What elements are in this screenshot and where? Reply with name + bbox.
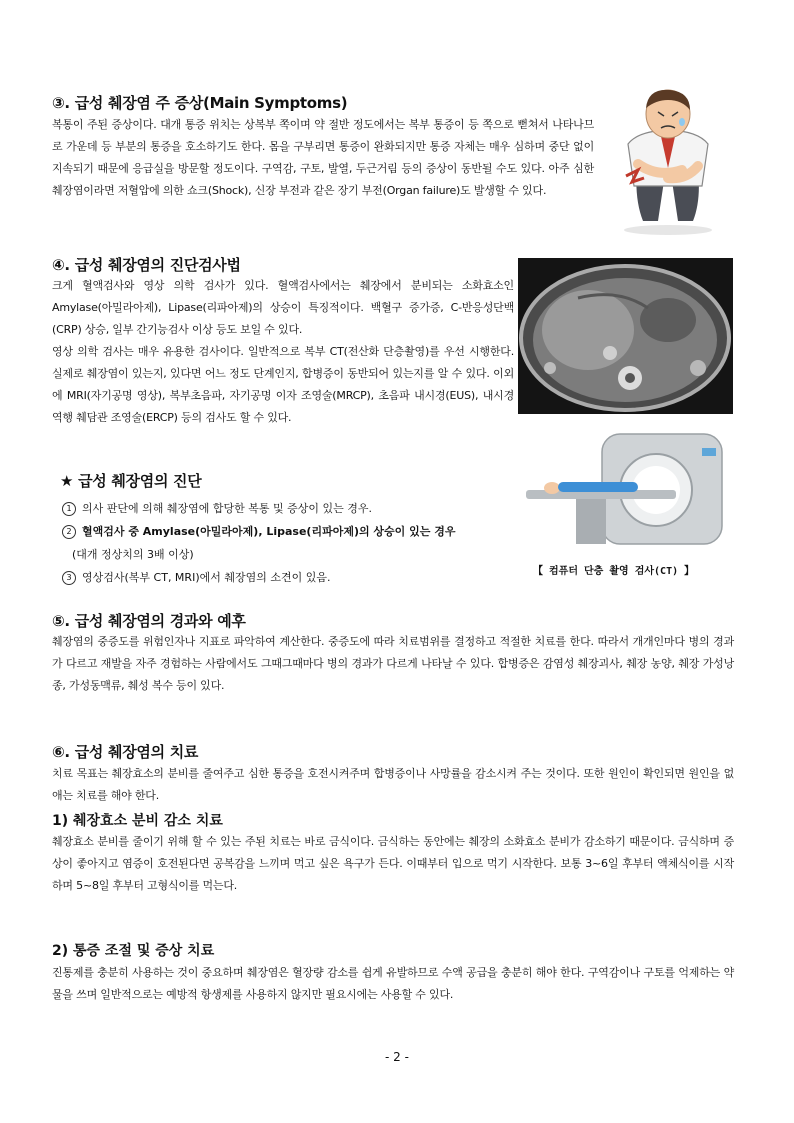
circled-number-icon: 2 — [62, 525, 76, 539]
sec4-text-2: 영상 의학 검사는 매우 유용한 검사이다. 일반적으로 복부 CT(전산화 단층촬영)를 우선 시행한다. 실제로 췌장염이 있는지, 있다면 어느 정도 단계인지, 합병증이 동반되어 있는지를 알 수 있다. 이외에 MRI(자기공명 영상), 복부초음파, 자기공명 이자 조영술(MRCP), 초음파 내시경(EUS), 내시경 역행 췌담관 조영술(ERCP) 등의 검사도 할 수 있다. — [52, 345, 514, 424]
sec5-paragraph — [52, 631, 734, 697]
ct-scan-image-icon — [518, 258, 733, 414]
sec6-sub1-paragraph — [52, 831, 734, 897]
sec3-title: ③. 급성 췌장염 주 증상(Main Symptoms) — [52, 94, 348, 112]
circled-number-icon: 1 — [62, 502, 76, 516]
sec6-title: ⑥. 급성 췌장염의 치료 — [52, 743, 199, 761]
ct-machine-illustration-icon — [516, 428, 732, 558]
ct-caption: 【 컴퓨터 단층 촬영 검사(CT) 】 — [533, 566, 695, 577]
sec6-sub2-title: 2) 통증 조절 및 증상 치료 — [52, 943, 215, 959]
diagnosis-subtitle: ★ 급성 췌장염의 진단 — [60, 472, 202, 490]
criteria-item: 2 혈액검사 중 Amylase(아밀라아제), Lipase(리파아제)의 상승이 있는 경우 — [62, 520, 512, 543]
sec3-paragraph — [52, 114, 594, 202]
criteria-item: 3 영상검사(복부 CT, MRI)에서 췌장염의 소견이 있음. — [62, 566, 512, 589]
criteria-item: 1 의사 판단에 의해 췌장염에 합당한 복통 및 증상이 있는 경우. — [62, 497, 512, 520]
sec6-sub1-title: 1) 췌장효소 분비 감소 치료 — [52, 813, 223, 829]
criteria-note: (대개 정상치의 3배 이상) — [72, 548, 194, 561]
sec6-sub1-text: 췌장효소 분비를 줄이기 위해 할 수 있는 주된 치료는 바로 금식이다. 금식하는 동안에는 췌장의 소화효소 분비가 감소하기 때문이다. 금식하며 증상이 좋아지고 염증이 호전된다면 공복감을 느끼며 먹고 싶은 욕구가 든다. 이때부터 입으로 먹기 시작한다. 보통 3~6일 후부터 액체식이를 시작하며 5~8일 후부터 고형식이를 먹는다. — [52, 835, 734, 892]
page-number: - 2 - — [385, 1050, 409, 1064]
sec5-text: 췌장염의 중증도를 위험인자나 지표로 파악하여 계산한다. 중증도에 따라 치료범위를 결정하고 적절한 치료를 한다. 따라서 개개인마다 병의 경과가 다르고 재발을 자주 경험하는 사람에서도 그때그때마다 병의 경과가 다르게 나타날 수 있다. 합병증은 감염성 췌장괴사, 췌장 농양, 췌장 가성낭종, 가성동맥류, 췌성 복수 등이 있다. — [52, 635, 734, 692]
sec6-sub2-paragraph — [52, 962, 734, 1006]
circled-number-icon: 3 — [62, 571, 76, 585]
sec6-paragraph — [52, 763, 734, 807]
sec6-sub2-text: 진통제를 충분히 사용하는 것이 중요하며 췌장염은 혈장량 감소를 쉽게 유발하므로 수액 공급을 충분히 해야 한다. 구역감이나 구토를 억제하는 약물을 쓰며 일반적으로는 예방적 항생제를 사용하지 않지만 필요시에는 사용할 수 있다. — [52, 966, 734, 1001]
sec4-title: ④. 급성 췌장염의 진단검사법 — [52, 256, 241, 274]
sec5-title: ⑤. 급성 췌장염의 경과와 예후 — [52, 612, 246, 630]
sec4-paragraphs — [52, 275, 514, 429]
sec6-text: 치료 목표는 췌장효소의 분비를 줄여주고 심한 통증을 호전시켜주며 합병증이나 사망률을 감소시켜 주는 것이다. 또한 원인이 확인되면 원인을 없애는 치료를 해야 한다. — [52, 767, 734, 802]
patient-illustration-icon — [598, 86, 738, 236]
sec4-text-1: 크게 혈액검사와 영상 의학 검사가 있다. 혈액검사에서는 췌장에서 분비되는 소화효소인 Amylase(아밀라아제), Lipase(리파아제)의 상승이 특징적이다. 백혈구 증가증, C-반응성단백(CRP) 상승, 일부 간기능검사 이상 등도 보일 수 있다. — [52, 279, 514, 336]
sec3-text: 복통이 주된 증상이다. 대개 통증 위치는 상복부 쪽이며 약 절반 정도에서는 복부 통증이 등 쪽으로 뻗쳐서 나타나므로 가운데 등 부분의 통증을 호소하기도 한다. 몸을 구부리면 통증이 완화되지만 통증 자체는 매우 심하며 중단 없이 지속되기 때문에 응급실을 방문할 정도이다. 구역감, 구토, 발열, 두근거림 등의 증상이 동반될 수도 있다. 아주 심한 췌장염이라면 저혈압에 의한 쇼크(Shock), 신장 부전과 같은 장기 부전(Organ failure)도 발생할 수 있다. — [52, 118, 594, 197]
diagnosis-criteria-list — [62, 497, 512, 589]
